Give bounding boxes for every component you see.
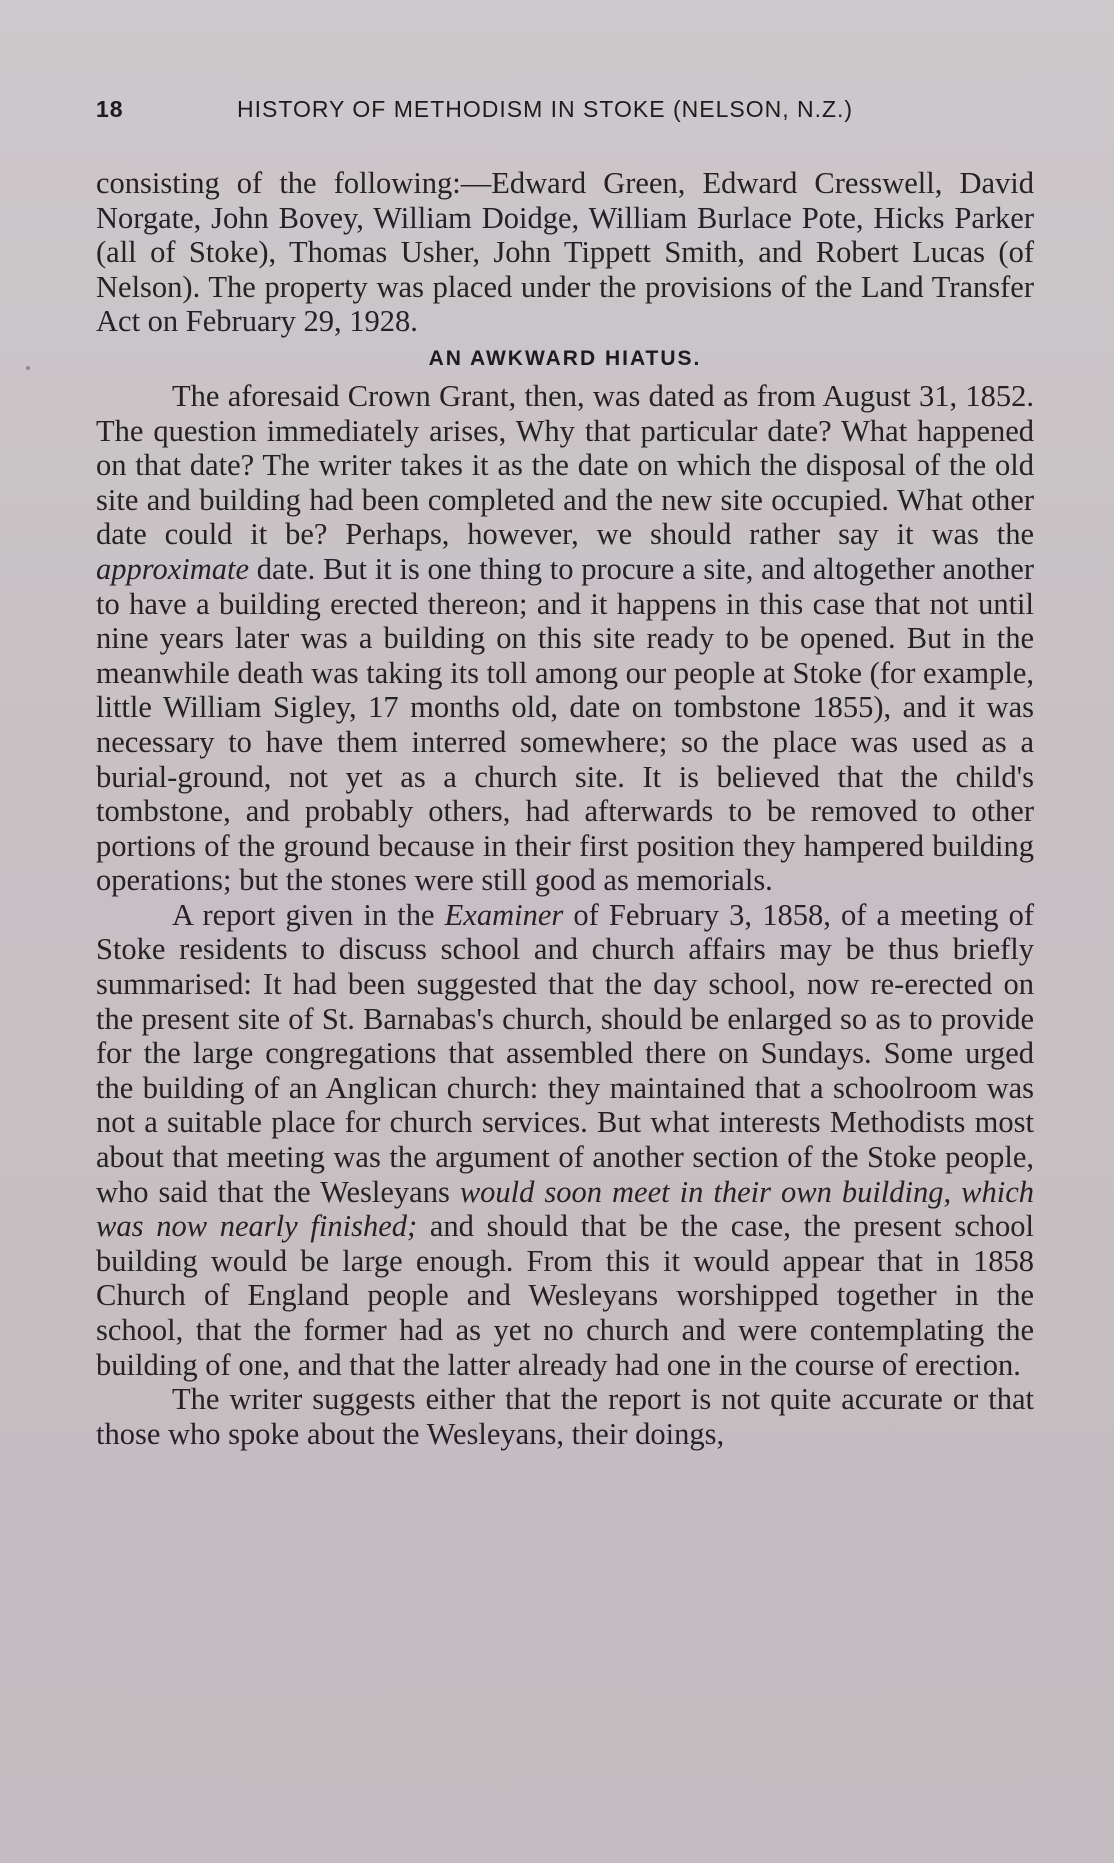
section-heading: AN AWKWARD HIATUS. [428,346,702,370]
paper-speck [26,366,30,370]
body-text [96,166,1034,1451]
paragraph-3-part-b: of February 3, 1858, of a meeting of Stoke residents to discuss school and church affairs may be thus briefly summarised: It had been suggested that the day school, now re-erected on the present site of St. Barnabas's church, should be enlarged so as to provide for the large congregations that assembled there on Sundays. Some urged the building of an Anglican church: they maintained that a schoolroom was not a suitable place for church services. But what interests Methodists most about that meeting was the argument of another section of the Stoke people, who said that the Wesleyans [96,897,1035,1209]
paragraph-3 [96,898,1034,1382]
paragraph-2-part-a: The aforesaid Crown Grant, then, was dated as from August 31, 1852. The question immediately arises, Why that particular date? What happened on that date? The writer takes it as the date on which the disposal of the old site and building had been completed and the new site occupied. What other date could it be? Perhaps, however, we should rather say it was the [96,378,1034,552]
emphasis-quote: would soon meet in their own building, which was now nearly finished; [96,1174,1034,1244]
paragraph-3-part-c: and should that be the case, the present school building would be large enough. From this it would appear that in 1858 Church of England people and Wesleyans worshipped together in the school, that the former had as yet no church and were contemplating the building of one, and that the latter already had one in the course of erection. [96,1209,1034,1382]
paragraph-2-part-b: date. But it is one thing to procure a site, and altogether another to have a building erected thereon; and it happens in this case that not until nine years later was a building on this site ready to be opened. But in the meanwhile death was taking its toll among our people at Stoke (for example, little William Sigley, 17 months old, date on tombstone 1855), and it was necessary to have them interred somewhere; so the place was used as a burial-ground, not yet as a church site. It is believed that the child's tombstone, and probably others, had afterwards to be removed to other portions of the ground because in their first position they hampered building operations; but the stones were still good as memorials. [96,551,1034,898]
emphasis-approximate: approximate [96,551,250,586]
page-header [96,96,996,136]
paragraph-3-part-a: A report given in the [172,897,445,932]
running-title: HISTORY OF METHODISM IN STOKE (NELSON, N.Z.) [237,96,854,122]
paragraph-4: The writer suggests either that the report is not quite accurate or that those who spoke about the Wesleyans, their doings, [96,1382,1034,1451]
paragraph-2 [96,379,1034,898]
page-number: 18 [96,96,124,122]
emphasis-examiner: Examiner [444,897,564,932]
paragraph-1: consisting of the following:—Edward Green, Edward Cresswell, David Norgate, John Bovey, William Doidge, William Burlace Pote, Hicks Parker (all of Stoke), Thomas Usher, John Tippett Smith, and Robert Lucas (of Nelson). The property was placed under the provisions of the Land Transfer Act on February 29, 1928. [96,166,1034,339]
